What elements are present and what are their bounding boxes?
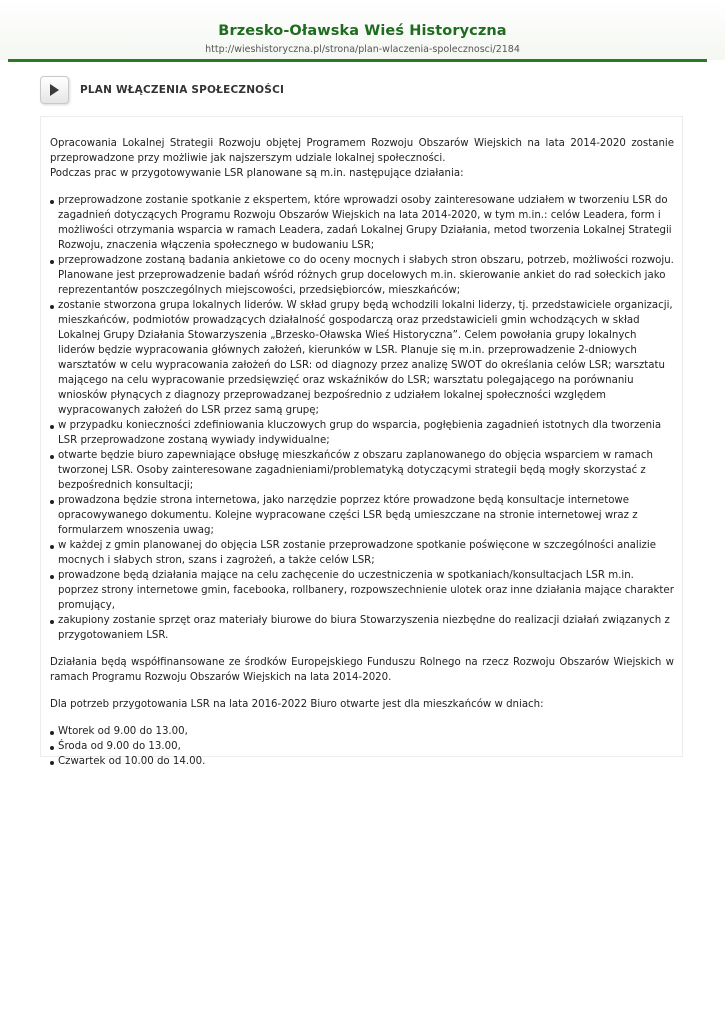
funding-paragraph: Działania będą współfinansowane ze środków Europejskiego Funduszu Rolnego na rzecz Rozwoju Obszarów Wiejskich w ramach Programu Rozwoju Obszarów Wiejskich na lata 2014-2020. — [50, 657, 674, 683]
page-url: http://wieshistoryczna.pl/strona/plan-wlaczenia-spolecznosci/2184 — [205, 44, 520, 55]
office-hours-list — [50, 724, 674, 769]
list-item: prowadzona będzie strona internetowa, jako narzędzie poprzez które prowadzone będą konsultacje internetowe opracowywanego dokumentu. Kolejne wypracowane części LSR będą umieszczane na stronie internetowej wraz z formularzem wnoszenia uwag; — [50, 493, 674, 538]
section-header — [40, 76, 680, 106]
list-item: otwarte będzie biuro zapewniające obsługę mieszkańców z obszaru zaplanowanego do objęcia wsparciem w ramach tworzonej LSR. Osoby zainteresowane zagadnieniami/problematyką dotyczącymi strategii będą mogły skorzystać z bezpośrednich konsultacji; — [50, 448, 674, 493]
site-title[interactable]: Brzesko-Oławska Wieś Historyczna — [218, 23, 507, 39]
intro-lead: Podczas prac w przygotowywanie LSR planowane są m.in. następujące działania: — [50, 168, 464, 179]
intro-paragraph: Opracowania Lokalnej Strategii Rozwoju objętej Programem Rozwoju Obszarów Wiejskich na lata 2014-2020 zostanie przeprowadzone przy możliwie jak najszerszym udziale lokalnej społeczności. — [50, 138, 674, 164]
list-item: zostanie stworzona grupa lokalnych liderów. W skład grupy będą wchodzili lokalni liderzy, tj. przedstawiciele organizacji, mieszkańców, podmiotów prowadzących działalność gospodarczą oraz przedstawicieli gmin wchodzących w skład Lokalnej Grupy Działania Stowarzyszenia „Brzesko-Oławska Wieś Historyczna”. Celem powołania grupy lokalnych liderów będzie wypracowania głównych założeń, kierunków w LSR. Planuje się m.in. przeprowadzenie 2-dniowych warsztatów w celu wypracowania założeń do LSR: od diagnozy przez analizę SWOT do określania celów LSR; warsztatu mającego na celu wypracowanie przedsięwzięć oraz wskaźników do LSR; warsztatu polegającego na porównaniu wniosków płynących z diagnozy przeprowadzanej bezpośrednio z udziałem lokalnej społeczności względem wypracowanych założeń do LSR przez samą grupę; — [50, 298, 674, 418]
page-header — [0, 0, 725, 60]
chevron-right-icon — [49, 84, 59, 96]
list-item: Środa od 9.00 do 13.00, — [50, 739, 674, 754]
section-arrow-button[interactable] — [40, 76, 69, 104]
list-item: przeprowadzone zostanie spotkanie z ekspertem, które wprowadzi osoby zainteresowane udziałem w tworzeniu LSR do zagadnień dotyczących Programu Rozwoju Obszarów Wiejskich na lata 2014-2020, w tym m.in.: celów Leadera, form i możliwości otrzymania wsparcia w ramach Leadera, zadań Lokalnej Grupy Działania, metod tworzenia Lokalnej Strategii Rozwoju, znaczenia włączenia społecznego w budowaniu LSR; — [50, 193, 674, 253]
list-item: prowadzone będą działania mające na celu zachęcenie do uczestniczenia w spotkaniach/konsultacjach LSR m.in. poprzez strony internetowe gmin, facebooka, rollbanery, rozpowszechnienie ulotek oraz inne działania mające charakter promujący, — [50, 568, 674, 613]
list-item: Wtorek od 9.00 do 13.00, — [50, 724, 674, 739]
list-item: w każdej z gmin planowanej do objęcia LSR zostanie przeprowadzone spotkanie poświęcone w szczególności analizie mocnych i słabych stron, szans i zagrożeń, a także celów LSR; — [50, 538, 674, 568]
list-item: zakupiony zostanie sprzęt oraz materiały biurowe do biura Stowarzyszenia niezbędne do realizacji działań związanych z przygotowaniem LSR. — [50, 613, 674, 643]
section-title: PLAN WŁĄCZENIA SPOŁECZNOŚCI — [80, 84, 285, 96]
actions-list — [50, 193, 674, 643]
list-item: w przypadku konieczności zdefiniowania kluczowych grup do wsparcia, pogłębienia zagadnień istotnych dla tworzenia LSR przeprowadzone zostaną wywiady indywidualne; — [50, 418, 674, 448]
list-item: przeprowadzone zostaną badania ankietowe co do oceny mocnych i słabych stron obszaru, potrzeb, możliwości rozwoju. Planowane jest przeprowadzenie badań wśród różnych grup docelowych m.in. skierowanie ankiet do rad sołeckich jako reprezentantów poszczególnych miejscowości, przedsiębiorców, mieszkańców; — [50, 253, 674, 298]
office-intro: Dla potrzeb przygotowania LSR na lata 2016-2022 Biuro otwarte jest dla mieszkańców w dniach: — [50, 699, 544, 710]
header-divider — [8, 59, 707, 62]
list-item: Czwartek od 10.00 do 14.00. — [50, 754, 674, 769]
article-content — [50, 136, 674, 781]
